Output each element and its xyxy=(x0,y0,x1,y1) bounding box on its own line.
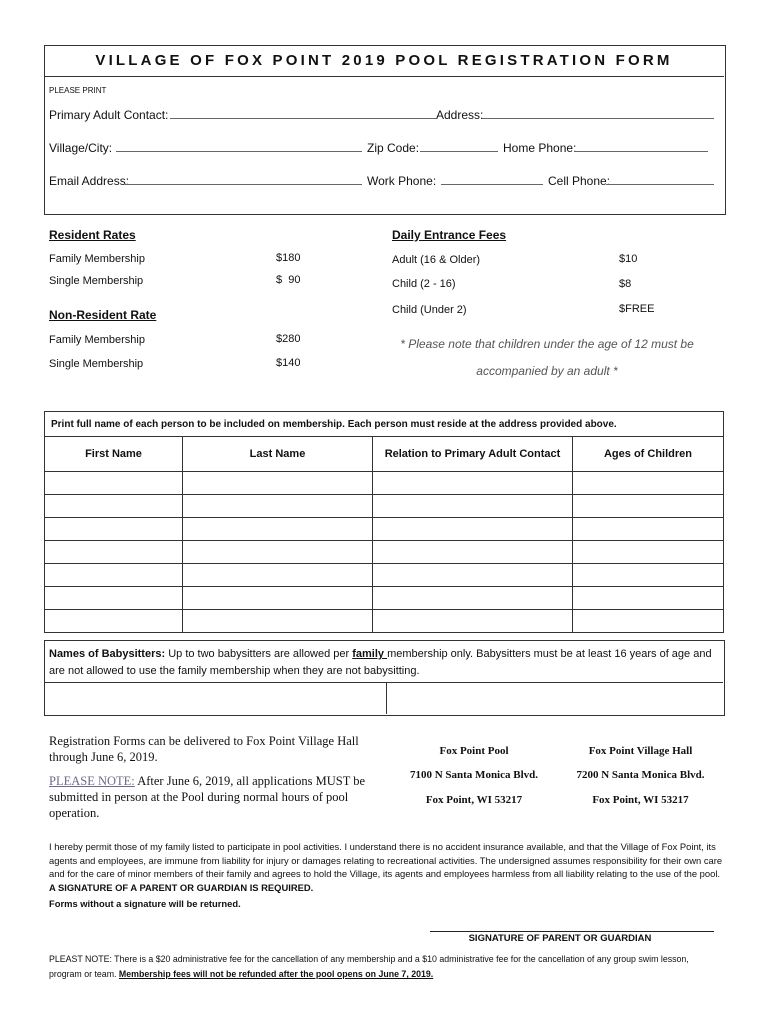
nonresident-family-label: Family Membership xyxy=(49,334,145,346)
resident-family-label: Family Membership xyxy=(49,253,145,265)
nonresident-family-price: $280 xyxy=(276,333,301,345)
col-relation: Relation to Primary Adult Contact xyxy=(373,437,573,472)
please-print-label: PLEASE PRINT xyxy=(49,86,107,95)
babysitters-text-2: membership only. Babysitters must be at least 16 years of age and are not allowed to use the family membership when they are not babysitting. xyxy=(49,648,712,677)
babysitters-label: Names of Babysitters: xyxy=(49,648,166,660)
resident-family-price: $180 xyxy=(276,252,301,264)
relation-cell[interactable] xyxy=(373,518,573,541)
daily-fees-heading: Daily Entrance Fees xyxy=(392,228,507,242)
village-city-label: Village/City: xyxy=(49,141,113,155)
please-note-label: PLEASE NOTE: xyxy=(49,774,135,788)
babysitters-text xyxy=(49,646,719,680)
last-name-cell[interactable] xyxy=(183,472,373,495)
table-row xyxy=(45,472,724,495)
daily-adult-price: $10 xyxy=(619,253,638,265)
relation-cell[interactable] xyxy=(373,610,573,633)
col-last-name: Last Name xyxy=(183,437,373,472)
last-name-cell[interactable] xyxy=(183,610,373,633)
village-hall-name: Fox Point Village Hall xyxy=(588,745,693,757)
village-hall-street: 7200 N Santa Monica Blvd. xyxy=(576,769,705,781)
address-field[interactable] xyxy=(482,118,714,119)
first-name-cell[interactable] xyxy=(45,610,183,633)
liability-waiver xyxy=(49,840,723,894)
table-row xyxy=(45,564,724,587)
address-label: Address: xyxy=(436,108,484,122)
table-row xyxy=(45,610,724,633)
table-row xyxy=(45,541,724,564)
village-hall-city: Fox Point, WI 53217 xyxy=(592,794,689,806)
relation-cell[interactable] xyxy=(373,495,573,518)
daily-infant-label: Child (Under 2) xyxy=(392,304,467,316)
cancellation-note xyxy=(49,952,723,982)
waiver-text: I hereby permit those of my family listed to participate in pool activities. I understand there is no accident insurance available, and that the Village of Fox Point, its agents and employees, are immune from liability for injury or damages relating to recreational activities. The undersigned assumes responsibility for their own care and for the care of minor members of their family and agrees to hold the Village, its agents and employees harmless from all liability relating to the use of the pool. xyxy=(49,841,723,879)
email-field[interactable] xyxy=(125,184,362,185)
first-name-cell[interactable] xyxy=(45,564,183,587)
ages-cell[interactable] xyxy=(573,518,724,541)
cancellation-text: PLEAST NOTE: There is a $20 administrative fee for the cancellation of any membership and a $10 administrative fee for the cancellation of any group swim lesson, program or team. xyxy=(49,954,689,979)
ages-cell[interactable] xyxy=(573,587,724,610)
please-note-paragraph xyxy=(49,773,383,821)
zip-code-label: Zip Code: xyxy=(367,141,420,155)
relation-cell[interactable] xyxy=(373,564,573,587)
work-phone-field[interactable] xyxy=(441,184,543,185)
email-label: Email Address: xyxy=(49,174,130,188)
last-name-cell[interactable] xyxy=(183,587,373,610)
daily-adult-label: Adult (16 & Older) xyxy=(392,254,481,266)
last-name-cell[interactable] xyxy=(183,495,373,518)
signature-field[interactable] xyxy=(430,931,714,932)
table-row xyxy=(45,587,724,610)
last-name-cell[interactable] xyxy=(183,518,373,541)
daily-infant-price: $FREE xyxy=(619,303,655,315)
first-name-cell[interactable] xyxy=(45,541,183,564)
babysitters-text-1: Up to two babysitters are allowed per xyxy=(165,648,353,660)
nonresident-single-price: $140 xyxy=(276,357,301,369)
col-first-name: First Name xyxy=(45,437,183,472)
relation-cell[interactable] xyxy=(373,472,573,495)
signature-required: A SIGNATURE OF A PARENT OR GUARDIAN IS REQUIRED. xyxy=(49,881,314,893)
nonresident-rates-heading: Non-Resident Rate xyxy=(49,308,157,322)
pool-city: Fox Point, WI 53217 xyxy=(425,794,523,806)
home-phone-field[interactable] xyxy=(574,151,708,152)
children-note-line2: accompanied by an adult * xyxy=(476,364,618,378)
first-name-cell[interactable] xyxy=(45,472,183,495)
ages-cell[interactable] xyxy=(573,472,724,495)
members-intro: Print full name of each person to be included on membership. Each person must reside at the address provided above. xyxy=(45,412,724,437)
primary-adult-field[interactable] xyxy=(170,118,436,119)
cell-phone-field[interactable] xyxy=(606,184,714,185)
ages-cell[interactable] xyxy=(573,564,724,587)
table-row xyxy=(45,518,724,541)
nonresident-single-label: Single Membership xyxy=(49,358,144,370)
work-phone-label: Work Phone: xyxy=(367,174,437,188)
resident-single-label: Single Membership xyxy=(49,275,144,287)
members-header-row xyxy=(45,437,724,472)
relation-cell[interactable] xyxy=(373,587,573,610)
relation-cell[interactable] xyxy=(373,541,573,564)
ages-cell[interactable] xyxy=(573,610,724,633)
delivery-info: Registration Forms can be delivered to Fox Point Village Hall through June 6, 2019. xyxy=(49,734,359,764)
village-city-field[interactable] xyxy=(116,151,362,152)
last-name-cell[interactable] xyxy=(183,564,373,587)
babysitter-2-field[interactable] xyxy=(387,683,722,714)
resident-single-price: $ 90 xyxy=(276,274,301,286)
children-note-line1: * Please note that children under the age of 12 must be xyxy=(400,337,694,351)
first-name-cell[interactable] xyxy=(45,495,183,518)
last-name-cell[interactable] xyxy=(183,541,373,564)
home-phone-label: Home Phone: xyxy=(503,141,577,155)
signature-warning: Forms without a signature will be returned. xyxy=(49,898,241,909)
first-name-cell[interactable] xyxy=(45,587,183,610)
primary-adult-label: Primary Adult Contact: xyxy=(49,108,169,122)
zip-code-field[interactable] xyxy=(420,151,498,152)
ages-cell[interactable] xyxy=(573,495,724,518)
cell-phone-label: Cell Phone: xyxy=(548,174,611,188)
babysitters-family: family xyxy=(352,648,388,660)
resident-rates-heading: Resident Rates xyxy=(49,228,136,242)
first-name-cell[interactable] xyxy=(45,518,183,541)
col-ages: Ages of Children xyxy=(573,437,724,472)
form-title: VILLAGE OF FOX POINT 2019 POOL REGISTRATION FORM xyxy=(44,45,724,77)
please-note-text: After June 6, 2019, all applications MUST be submitted in person at the Pool during normal hours of pool operation. xyxy=(49,774,366,820)
table-row xyxy=(45,495,724,518)
daily-child-label: Child (2 - 16) xyxy=(392,278,456,290)
members-table xyxy=(44,411,724,633)
refund-policy: Membership fees will not be refunded after the pool opens on June 7, 2019. xyxy=(118,969,434,979)
ages-cell[interactable] xyxy=(573,541,724,564)
daily-child-price: $8 xyxy=(619,278,632,290)
pool-street: 7100 N Santa Monica Blvd. xyxy=(409,769,539,781)
signature-label: SIGNATURE OF PARENT OR GUARDIAN xyxy=(468,933,652,944)
pool-name: Fox Point Pool xyxy=(439,745,509,757)
